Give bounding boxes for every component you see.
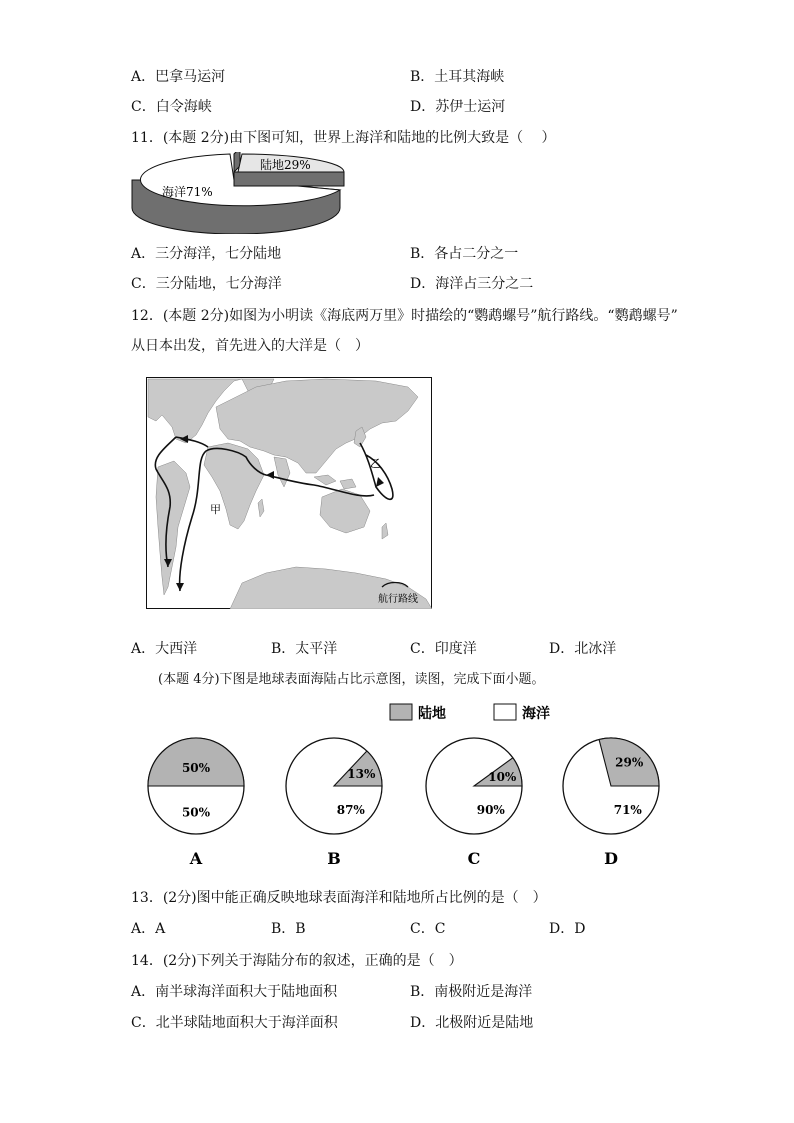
q14-option-d: D．北极附近是陆地 <box>410 1015 534 1031</box>
q13-stem: 13．(2分)图中能正确反映地球表面海洋和陆地所占比例的是（ ） <box>131 890 547 906</box>
q12-stem-line1: 12．(本题 2分)如图为小明读《海底两万里》时描绘的“鹦鹉螺号”航行路线。“鹦鹉螺号” <box>131 308 678 324</box>
q13-option-d: D．D <box>549 921 586 937</box>
q12-option-c: C．印度洋 <box>410 641 477 657</box>
q13-option-a: A．A <box>131 921 166 937</box>
q11-3d-pie-chart <box>126 152 356 234</box>
q11-land-label: 陆地29% <box>260 158 311 172</box>
q14-option-c: C．北半球陆地面积大于海洋面积 <box>131 1015 338 1031</box>
legend-land-swatch <box>390 704 412 720</box>
q10-option-c: C．白令海峡 <box>131 99 212 115</box>
pie-name-label: A <box>189 849 203 868</box>
map-label-jia: 甲 <box>210 503 221 516</box>
legend-land-label: 陆地 <box>418 706 446 722</box>
q12-option-a: A．大西洋 <box>131 641 198 657</box>
pie-b <box>286 738 382 868</box>
pie-ocean-value-label: 71% <box>613 803 642 817</box>
pie-d <box>563 738 659 868</box>
q12-option-b: B．太平洋 <box>271 641 338 657</box>
q14-stem: 14．(2分)下列关于海陆分布的叙述，正确的是（ ） <box>131 953 463 969</box>
legend-ocean-label: 海洋 <box>522 706 550 722</box>
q10-option-a: A．巴拿马运河 <box>131 69 226 85</box>
map-label-yi: 乙 <box>370 457 381 470</box>
q11-option-c: C．三分陆地，七分海洋 <box>131 276 282 292</box>
q12-option-d: D．北冰洋 <box>549 641 617 657</box>
group-intro: (本题 4分)下图是地球表面海陆占比示意图，读图，完成下面小题。 <box>158 672 545 687</box>
pie-a <box>148 738 244 868</box>
pie-name-label: B <box>327 849 341 868</box>
pie-c <box>426 738 522 868</box>
pie-land-value-label: 29% <box>615 755 644 770</box>
q10-option-b: B．土耳其海峡 <box>410 69 505 85</box>
pie-ocean-value-label: 90% <box>476 803 505 817</box>
q14-option-a: A．南半球海洋面积大于陆地面积 <box>131 984 338 1000</box>
world-route-map <box>146 377 432 609</box>
q11-ocean-label: 海洋71% <box>162 185 213 199</box>
pie-ocean-value-label: 87% <box>336 803 365 817</box>
pie-land-value-label: 50% <box>181 760 211 775</box>
land-ocean-pie-charts <box>130 698 690 878</box>
legend-ocean-swatch <box>494 704 516 720</box>
pie-name-label: C <box>467 849 481 868</box>
q12-stem-line2: 从日本出发，首先进入的大洋是（ ） <box>131 338 369 354</box>
q11-option-b: B．各占二分之一 <box>410 246 519 262</box>
q11-option-a: A．三分海洋，七分陆地 <box>131 246 282 262</box>
pie-name-label: D <box>604 849 618 868</box>
q14-option-b: B．南极附近是海洋 <box>410 984 533 1000</box>
q11-option-d: D．海洋占三分之二 <box>410 276 534 292</box>
q13-option-c: C．C <box>410 921 446 937</box>
pie-land-value-label: 13% <box>347 767 376 782</box>
q11-stem: 11．(本题 2分)由下图可知，世界上海洋和陆地的比例大致是（ ） <box>131 130 556 146</box>
q10-option-d: D．苏伊士运河 <box>410 99 506 115</box>
q13-option-b: B．B <box>271 921 306 937</box>
pie-land-value-label: 10% <box>488 769 517 784</box>
pie-ocean-value-label: 50% <box>181 805 211 820</box>
map-legend-label: 航行路线 <box>378 594 418 605</box>
